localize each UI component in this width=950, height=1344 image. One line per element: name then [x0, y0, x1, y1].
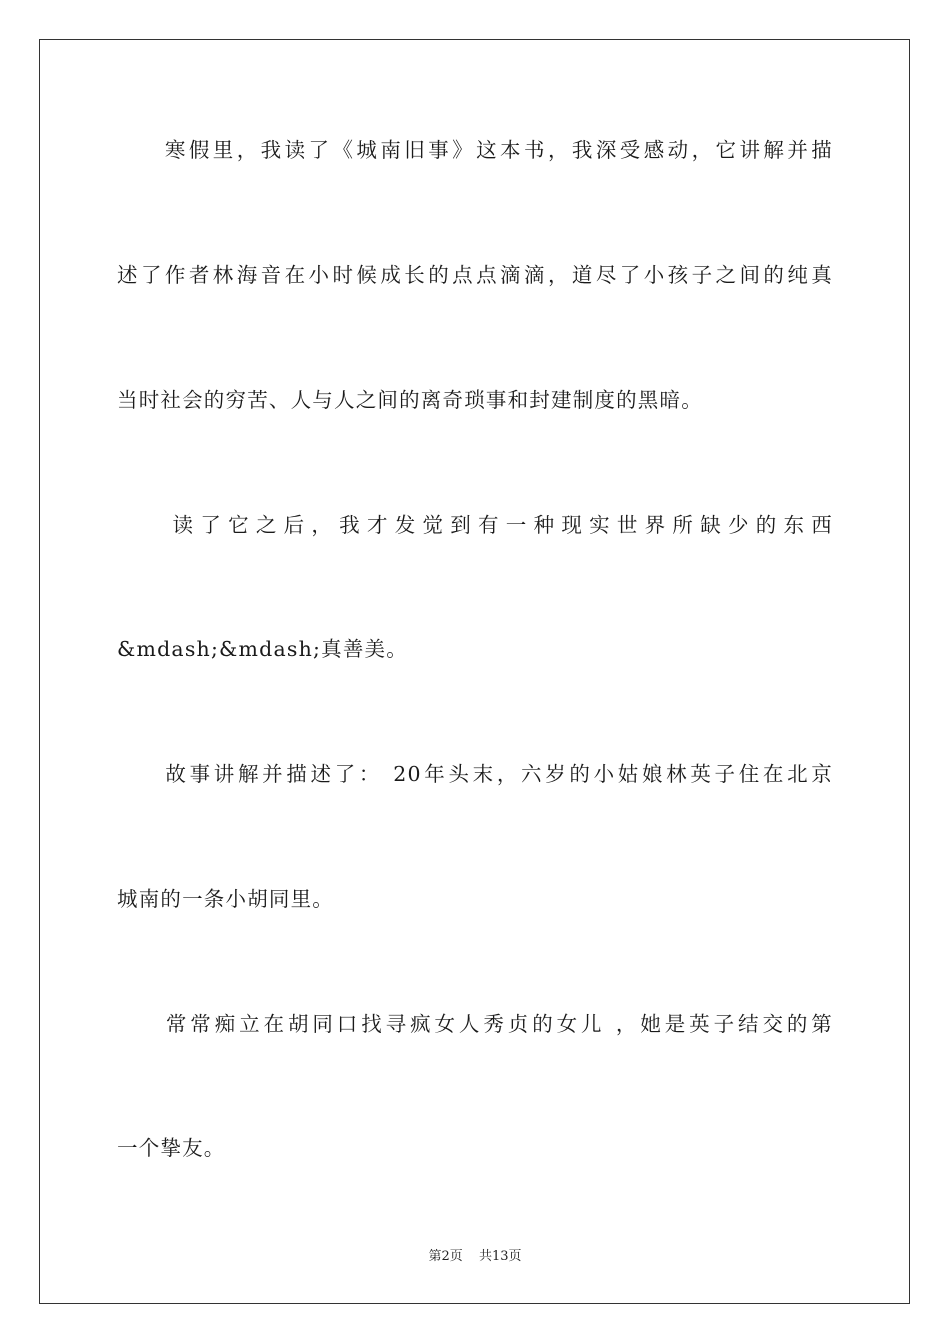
page-border [39, 39, 910, 1304]
paragraph-line: 当时社会的穷苦、人与人之间的离奇琐事和封建制度的黑暗。 [117, 388, 703, 412]
paragraph-line: 常常痴立在胡同口找寻疯女人秀贞的女儿 ，她是英子结交的第 [117, 1012, 833, 1036]
paragraph-line: &mdash;&mdash;真善美。 [117, 637, 408, 661]
paragraph-line: 城南的一条小胡同里。 [117, 887, 334, 911]
paragraph-line: 故事讲解并描述了： 20年头末，六岁的小姑娘林英子住在北京 [117, 762, 833, 786]
page-number: 第2页 [428, 1249, 463, 1264]
paragraph-line: 读了它之后，我才发觉到有一种现实世界所缺少的东西 [117, 513, 833, 537]
paragraph-line: 述了作者林海音在小时候成长的点点滴滴，道尽了小孩子之间的纯真 [117, 263, 833, 287]
page-total: 共13页 [478, 1249, 522, 1264]
page-footer [0, 1248, 950, 1266]
paragraph-line: 一个挚友。 [117, 1136, 226, 1160]
paragraph-line: 寒假里，我读了《城南旧事》这本书，我深受感动，它讲解并描 [117, 138, 833, 162]
